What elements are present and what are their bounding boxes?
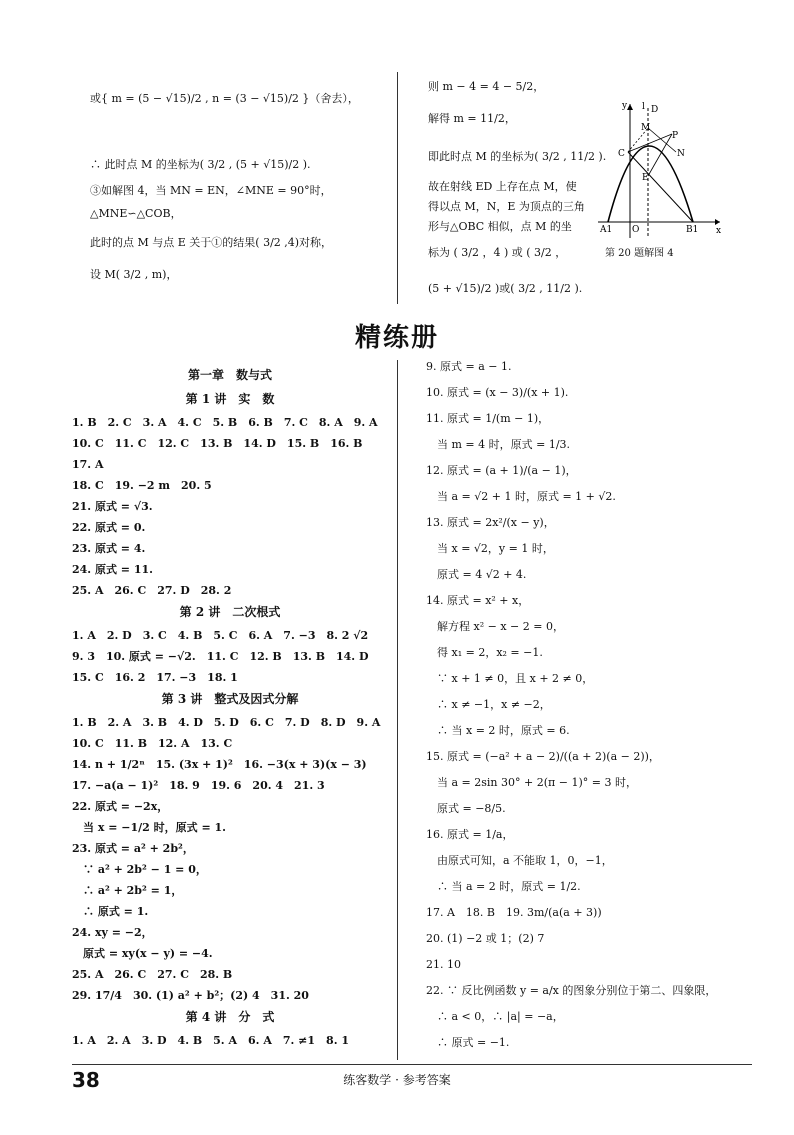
- answer-line: 17. A 18. B 19. 3m/(a(a + 3)): [426, 906, 602, 919]
- answer-line: 25. A 26. C 27. D 28. 2: [72, 584, 232, 597]
- answer-line: 24. 原式 = 11.: [72, 563, 153, 576]
- column-divider-bottom: [397, 360, 398, 1060]
- top-left-line: ③如解图 4，当 MN = EN，∠MNE = 90°时，: [90, 184, 332, 197]
- answer-line: 17. −a(a − 1)² 18. 9 19. 6 20. 4 21. 3: [72, 779, 325, 792]
- answer-line: 17. A: [72, 458, 104, 471]
- top-right-line: 解得 m = 11/2，: [428, 112, 516, 125]
- top-right-line: 得以点 M，N，E 为顶点的三角: [428, 200, 585, 213]
- answer-line: 15. 原式 = (−a² + a − 2)/((a + 2)(a − 2))，: [426, 750, 660, 763]
- section-heading: 第 3 讲 整式及因式分解: [161, 692, 299, 706]
- answer-line: ∵ x + 1 ≠ 0，且 x + 2 ≠ 0，: [426, 672, 594, 685]
- label-m: M: [641, 123, 651, 133]
- footer-rule: [72, 1064, 752, 1065]
- label-o: O: [632, 225, 640, 235]
- top-left-line: 此时的点 M 与点 E 关于①的结果( 3/2 ,4)对称，: [90, 236, 333, 249]
- label-c: C: [618, 149, 625, 159]
- top-right-line: 标为 ( 3/2 ，4 ) 或 ( 3/2 ，: [428, 246, 567, 259]
- answer-line: 20. (1) −2 或 1；(2) 7: [426, 932, 545, 945]
- answer-line: 10. C 11. C 12. C 13. B 14. D 15. B 16. B: [72, 437, 363, 450]
- label-p: P: [672, 131, 679, 141]
- top-left-line: △MNE∽△COB，: [90, 207, 182, 220]
- answer-line: 当 a = √2 + 1 时，原式 = 1 + √2.: [426, 490, 616, 503]
- top-right-line: 则 m − 4 = 4 − 5/2，: [428, 80, 545, 93]
- section-heading: 第 1 讲 实 数: [185, 392, 275, 406]
- top-right-line: 即此时点 M 的坐标为( 3/2 , 11/2 ).: [428, 150, 607, 163]
- answer-line: 由原式可知，a 不能取 1，0，−1，: [426, 854, 613, 867]
- answer-line: 23. 原式 = a² + 2b²，: [72, 842, 194, 855]
- label-y: y: [622, 101, 628, 111]
- answer-line: 当 m = 4 时，原式 = 1/3.: [426, 438, 571, 451]
- section-heading: 第一章 数与式: [187, 368, 272, 382]
- page-number: 38: [72, 1068, 100, 1092]
- answer-line: 10. C 11. B 12. A 13. C: [72, 737, 233, 750]
- label-d: D: [651, 105, 659, 115]
- answer-line: 13. 原式 = 2x²/(x − y)，: [426, 516, 555, 529]
- answer-line: 原式 = −8/5.: [426, 802, 506, 815]
- section-heading: 第 4 讲 分 式: [185, 1010, 275, 1024]
- answer-line: 当 a = 2sin 30° + 2(π − 1)° = 3 时，: [426, 776, 637, 789]
- answer-line: 15. C 16. 2 17. −3 18. 1: [72, 671, 238, 684]
- answer-line: 21. 10: [426, 958, 461, 971]
- answer-line: 1. B 2. C 3. A 4. C 5. B 6. B 7. C 8. A 9. A: [72, 416, 378, 429]
- top-right-line: 形与△OBC 相似，点 M 的坐: [428, 220, 572, 233]
- top-left-line: 或{ m = (5 − √15)/2 , n = (3 − √15)/2 }（舍去），: [90, 92, 359, 105]
- answer-line: 1. A 2. A 3. D 4. B 5. A 6. A 7. ≠1 8. 1: [72, 1034, 350, 1047]
- answer-line: 解方程 x² − x − 2 = 0，: [426, 620, 564, 633]
- answer-line: ∵ a² + 2b² − 1 = 0，: [72, 863, 207, 876]
- answer-line: 1. A 2. D 3. C 4. B 5. C 6. A 7. −3 8. 2 √2: [72, 629, 369, 642]
- answer-line: 1. B 2. A 3. B 4. D 5. D 6. C 7. D 8. D 9. A: [72, 716, 381, 729]
- answer-line: 25. A 26. C 27. C 28. B: [72, 968, 233, 981]
- answer-line: 当 x = −1/2 时，原式 = 1.: [72, 821, 226, 834]
- answer-line: 得 x₁ = 2，x₂ = −1.: [426, 646, 543, 659]
- top-left-line: ∴ 此时点 M 的坐标为( 3/2 , (5 + √15)/2 ).: [90, 158, 311, 171]
- answer-line: 原式 = 4 √2 + 4.: [426, 568, 527, 581]
- answer-line: 9. 3 10. 原式 = −√2. 11. C 12. B 13. B 14. D: [72, 650, 369, 663]
- top-right-line: 故在射线 ED 上存在点 M，使: [428, 180, 577, 193]
- column-divider-top: [397, 72, 398, 304]
- label-e: E: [642, 173, 649, 183]
- answer-line: 9. 原式 = a − 1.: [426, 360, 512, 373]
- answer-line: 当 x = √2，y = 1 时，: [426, 542, 554, 555]
- label-a1: A1: [600, 225, 613, 235]
- answer-line: ∴ x ≠ −1，x ≠ −2，: [426, 698, 551, 711]
- answer-line: 10. 原式 = (x − 3)/(x + 1).: [426, 386, 569, 399]
- answer-line: 22. 原式 = 0.: [72, 521, 146, 534]
- answer-line: 原式 = xy(x − y) = −4.: [72, 947, 213, 960]
- footer-text: 练客数学 · 参考答案: [343, 1073, 451, 1087]
- answer-line: 16. 原式 = 1/a，: [426, 828, 514, 841]
- section-title: 精练册: [354, 323, 439, 353]
- answer-line: 23. 原式 = 4.: [72, 542, 146, 555]
- section-heading: 第 2 讲 二次根式: [179, 605, 281, 619]
- answer-line: ∴ 原式 = 1.: [72, 905, 149, 918]
- answer-line: ∴ 原式 = −1.: [426, 1036, 510, 1049]
- answer-line: 21. 原式 = √3.: [72, 500, 153, 513]
- label-l: l: [642, 102, 645, 112]
- answer-line: ∴ 当 a = 2 时，原式 = 1/2.: [426, 880, 581, 893]
- parabola-figure: [598, 100, 723, 240]
- answer-line: ∴ a² + 2b² = 1，: [72, 884, 183, 897]
- answer-line: 14. 原式 = x² + x，: [426, 594, 530, 607]
- answer-line: 14. n + 1/2ⁿ 15. (3x + 1)² 16. −3(x + 3)(x − 3): [72, 758, 367, 771]
- top-right-line: (5 + √15)/2 )或( 3/2 , 11/2 ).: [428, 282, 583, 295]
- answer-line: 24. xy = −2，: [72, 926, 153, 939]
- answer-line: ∴ a < 0，∴ |a| = −a，: [426, 1010, 564, 1023]
- label-x: x: [716, 226, 722, 236]
- figure-caption: 第 20 题解图 4: [605, 248, 674, 259]
- answer-line: 12. 原式 = (a + 1)/(a − 1)，: [426, 464, 577, 477]
- answer-line: 22. ∵ 反比例函数 y = a/x 的图象分别位于第二、四象限，: [426, 984, 717, 997]
- answer-line: 22. 原式 = −2x，: [72, 800, 169, 813]
- answer-line: ∴ 当 x = 2 时，原式 = 6.: [426, 724, 570, 737]
- answer-line: 29. 17/4 30. (1) a² + b²；(2) 4 31. 20: [72, 989, 309, 1002]
- top-left-line: 设 M( 3/2 , m)，: [90, 268, 178, 281]
- answer-line: 18. C 19. −2 m 20. 5: [72, 479, 212, 492]
- answer-line: 11. 原式 = 1/(m − 1)，: [426, 412, 550, 425]
- label-b1: B1: [686, 225, 699, 235]
- label-n: N: [677, 149, 685, 159]
